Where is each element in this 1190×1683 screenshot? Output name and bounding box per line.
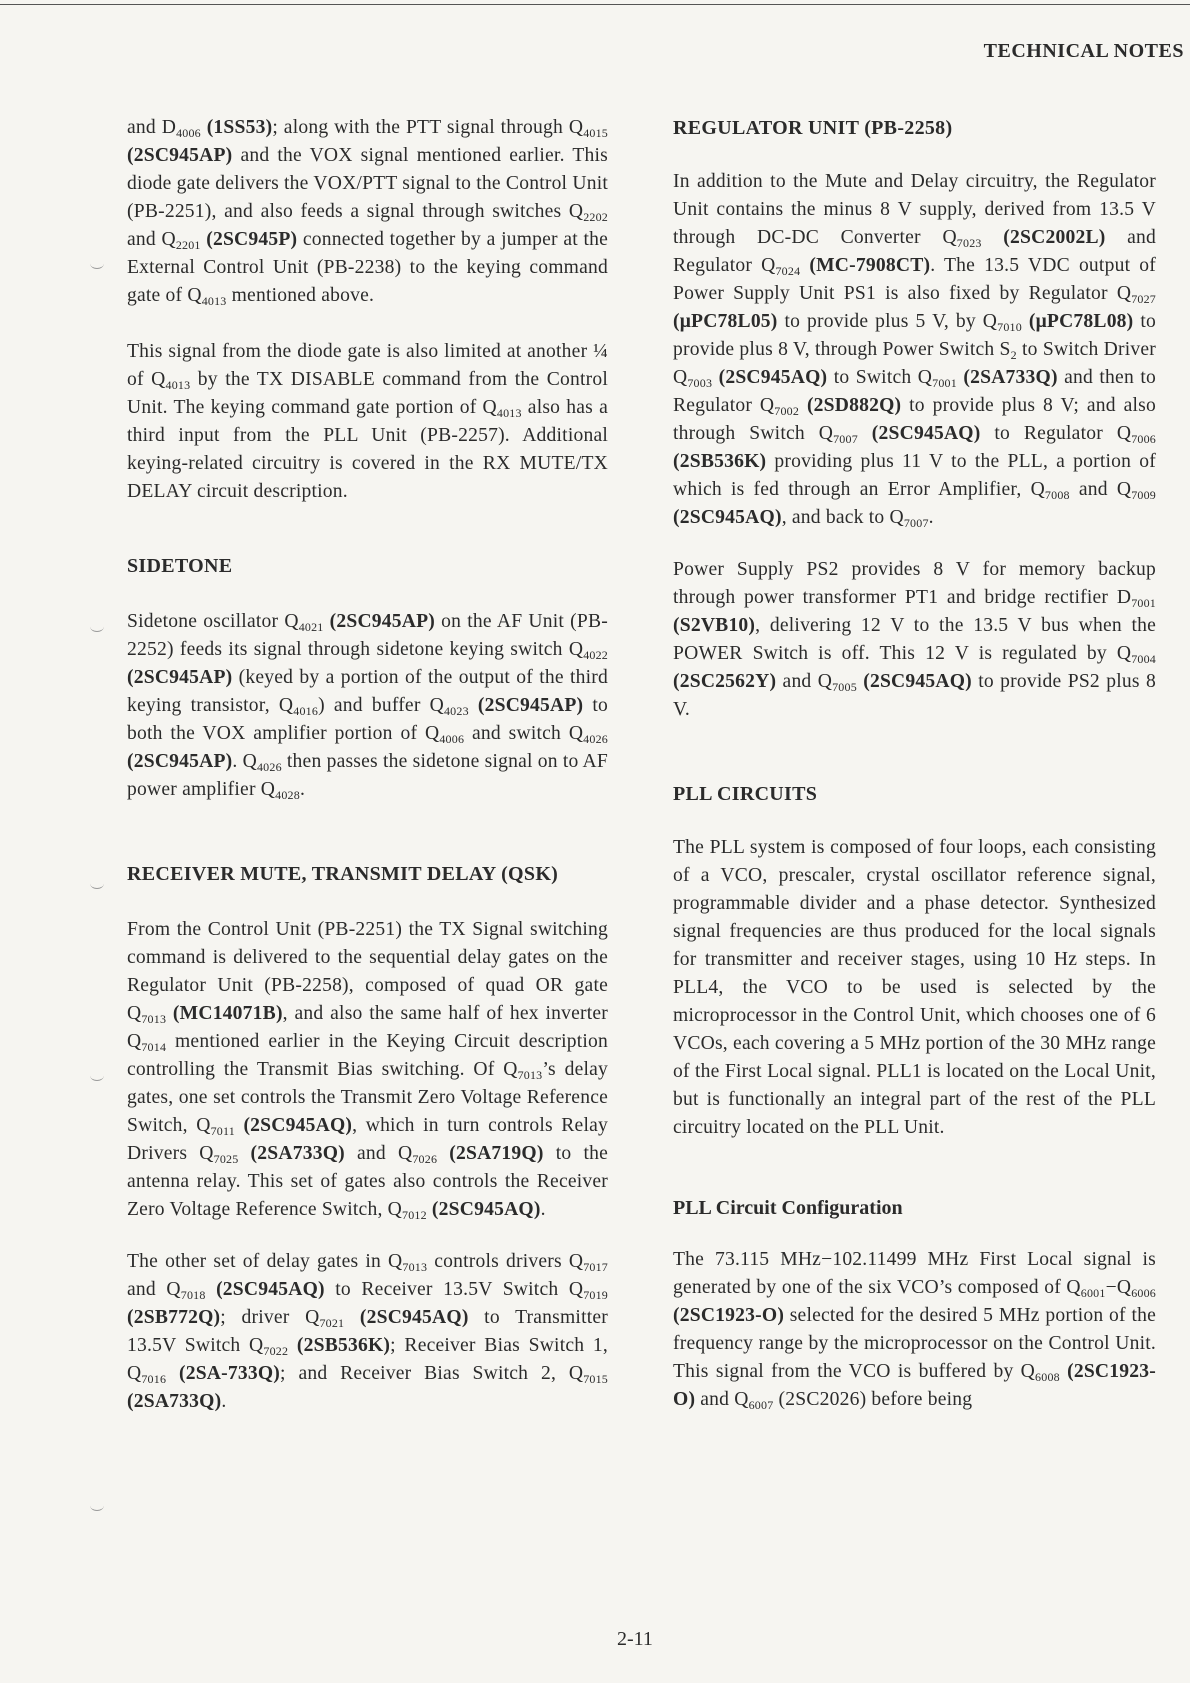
subscript: 7025 (213, 1152, 239, 1166)
paragraph: From the Control Unit (PB-2251) the TX Signal switching command is delivered to the sequential delay gates on the Regulator Unit (PB-2258), composed of quad OR gate $Q_{7013}$ (MC14071B), and also the same half of hex inverter $Q_{7014}$ mentioned earlier in the Keying Circuit description controlling the Transmit Bias switching. Of $Q_{7013}’s$ delay gates, one set controls the Transmit Zero Voltage Reference Switch, $Q_{7011}$ (2SC945AQ), which in turn controls Relay Drivers $Q_{7025}$ (2SA733Q) and $Q_{7026}$ (2SA719Q) to the antenna relay. This set of gates also controls the Receiver Zero Voltage Reference Switch, $Q_{7012}$ (2SC945AQ). (127, 919, 609, 1222)
subscript: 7022 (263, 1344, 289, 1358)
subscript: 7014 (141, 1040, 167, 1054)
subscript: 7013 (402, 1260, 428, 1274)
paragraph: and $D_{4006}$ (1SS53); along with the PTT signal through $Q_{4015}$ (2SC945AP) and the VOX signal mentioned earlier. This diode gate delivers the VOX/PTT signal to the Control Unit (PB-2251), and also feeds a signal through switches $Q_{2202}$ and $Q_{2201}$ (2SC945P) connected together by a jumper at the External Control Unit (PB-2238) to the keying command gate of $Q_{4013}$ mentioned above. (127, 117, 608, 308)
part-number: (2SD882Q) (806, 395, 902, 416)
part-number: (2SC945AP) (127, 145, 233, 166)
section-heading-pll-circuits: PLL CIRCUITS (673, 783, 818, 805)
page-number: 2-11 (617, 1628, 653, 1650)
part-number: (2SB772Q) (127, 1307, 221, 1328)
part-number: (2SC945AQ) (718, 367, 828, 388)
part-number: (2SC2562Y) (673, 671, 777, 692)
subscript: 6008 (1035, 1370, 1060, 1384)
subscript: 7013 (141, 1012, 167, 1026)
subscript: 4023 (443, 704, 469, 718)
subscript: 4026 (256, 760, 282, 774)
subscript: 7015 (583, 1372, 608, 1386)
subscript: 7011 (210, 1124, 235, 1138)
subscript: 7013 (517, 1068, 543, 1082)
part-number: (2SC1923-O) (673, 1305, 785, 1326)
part-number: (2SC945AQ) (216, 1279, 325, 1300)
left-column (127, 114, 608, 1416)
subscript: 4006 (176, 126, 201, 140)
subscript: 7003 (687, 376, 713, 390)
part-number: (2SC945AP) (127, 667, 233, 688)
part-number: (2SC945AQ) (431, 1199, 541, 1220)
subscript: 7010 (997, 320, 1022, 334)
part-number: (S2VB10) (673, 615, 756, 636)
part-number: (2SB536K) (296, 1335, 391, 1356)
subscript: 4026 (583, 732, 608, 746)
part-number: (2SC945AQ) (863, 671, 972, 692)
part-number: (1SS53) (206, 117, 273, 138)
subscript: 4021 (298, 620, 324, 634)
subscript: 7007 (833, 432, 858, 446)
subscript: 2201 (175, 238, 201, 252)
part-number: (μPC78L05) (673, 311, 778, 332)
subscript: 4016 (293, 704, 319, 718)
subscript: 7007 (903, 516, 929, 530)
subscript: 2 (1010, 348, 1017, 362)
subscript: 2202 (583, 210, 608, 224)
subsection-heading-pll-config: PLL Circuit Configuration (673, 1197, 903, 1219)
binder-hole-mark (90, 258, 104, 269)
part-number: (2SC945AP) (329, 611, 436, 632)
top-rule (0, 4, 1190, 5)
part-number: (2SC945AQ) (359, 1307, 469, 1328)
part-number: (2SC945AQ) (871, 423, 981, 444)
section-heading-receiver-mute: RECEIVER MUTE, TRANSMIT DELAY (QSK) (127, 863, 559, 885)
part-number: (MC14071B) (172, 1003, 283, 1024)
subscript: 7001 (932, 376, 957, 390)
subscript: 7005 (832, 680, 857, 694)
subscript: 7008 (1044, 488, 1070, 502)
subscript: 6006 (1131, 1286, 1156, 1300)
part-number: (2SC945P) (206, 229, 298, 250)
part-number: (2SB536K) (673, 451, 767, 472)
paragraph: The PLL system is composed of four loops, each consisting of a VCO, prescaler, crystal oscillator reference signal, programmable divider and a phase detector. Synthesized signal frequencies are thus produced for the local signals for transmitter and receiver stages, using 10 Hz steps. In PLL4, the VCO to be used is selected by the microprocessor in the Control Unit, which chooses one of 6 VCOs, each covering a 5 MHz portion of the 30 MHz range of the First Local signal. PLL1 is located on the Local Unit, but is functionally an integral part of the rest of the PLL circuitry located on the PLL Unit. (673, 837, 1156, 1138)
subscript: 7009 (1131, 488, 1156, 502)
subscript: 7023 (956, 236, 982, 250)
paragraph: Sidetone oscillator $Q_{4021}$ (2SC945AP) on the AF Unit (PB-2252) feeds its signal through sidetone keying switch $Q_{4022}$ (2SC945AP) (keyed by a portion of the output of the third keying transistor, $Q_{4016}$) and buffer $Q_{4023}$ (2SC945AP) to both the VOX amplifier portion of $Q_{4006}$ and switch $Q_{4026}$ (2SC945AP). $Q_{4026}$ then passes the sidetone signal on to AF power amplifier $Q_{4028}$. (127, 611, 609, 802)
subscript: 7019 (583, 1288, 609, 1302)
part-number: (MC-7908CT) (809, 255, 931, 276)
part-number: (2SC2002L) (1003, 227, 1106, 248)
part-number: (2SC1923-O) (673, 1361, 1156, 1410)
subscript: 4006 (439, 732, 465, 746)
subscript: 7002 (774, 404, 800, 418)
binder-hole-mark (90, 878, 104, 889)
paragraph: The other set of delay gates in $Q_{7013}$ controls drivers $Q_{7017}$ and $Q_{7018}$ (2SC945AQ) to Receiver 13.5V Switch $Q_{7019}$ (2SB772Q); driver $Q_{7021}$ (2SC945AQ) to Transmitter 13.5V Switch $Q_{7022}$ (2SB536K); Receiver Bias Switch 1, $Q_{7016}$ (2SA-733Q); and Receiver Bias Switch 2, $Q_{7015}$ (2SA733Q). (127, 1251, 609, 1412)
subscript: 4013 (496, 406, 522, 420)
binder-hole-mark (90, 1500, 104, 1511)
binder-hole-mark (90, 1070, 104, 1081)
paragraph: The 73.115 MHz−102.11499 MHz First Local signal is generated by one of the six VCO’s composed of $Q_{6001}-Q_{6006}$ (2SC1923-O) selected for the desired 5 MHz portion of the frequency range by the microprocessor on the Control Unit. This signal from the VCO is buffered by $Q_{6008}$ (2SC1923-O) and $Q_{6007}$ (2SC2026) before being (673, 1249, 1156, 1412)
subscript: 7016 (141, 1372, 167, 1386)
running-header: TECHNICAL NOTES (983, 40, 1184, 62)
subscript: 7026 (412, 1152, 438, 1166)
part-number: (μPC78L08) (1028, 311, 1134, 332)
part-number: (2SA719Q) (449, 1143, 544, 1164)
right-column (673, 114, 1156, 1414)
part-number: (2SC945AP) (477, 695, 584, 716)
part-number: (2SA733Q) (127, 1391, 222, 1412)
subscript: 7006 (1131, 432, 1156, 446)
subscript: 7004 (1131, 652, 1156, 666)
subscript: 4022 (583, 648, 608, 662)
paragraph: Power Supply PS2 provides 8 V for memory backup through power transformer PT1 and bridge rectifier $D_{7001}$ (S2VB10), delivering 12 V to the 13.5 V bus when the POWER Switch is off. This 12 V is regulated by $Q_{7004}$ (2SC2562Y) and $Q_{7005}$ (2SC945AQ) to provide PS2 plus 8 V. (673, 559, 1156, 720)
subscript: 6007 (748, 1398, 774, 1412)
subscript: 4015 (583, 126, 608, 140)
subscript: 7027 (1131, 292, 1156, 306)
paragraph: This signal from the diode gate is also limited at another ¼ of $Q_{4013}$ by the TX DISABLE command from the Control Unit. The keying command gate portion of $Q_{4013}$ also has a third input from the PLL Unit (PB-2257). Additional keying-related circuitry is covered in the RX MUTE/TX DELAY circuit description. (127, 341, 608, 502)
section-heading-sidetone: SIDETONE (127, 555, 233, 577)
binder-hole-mark (90, 621, 104, 632)
part-number: (2SA-733Q) (178, 1363, 281, 1384)
subscript: 7017 (583, 1260, 609, 1274)
part-number: (2SA733Q) (963, 367, 1058, 388)
part-number: (2SC945AQ) (243, 1115, 353, 1136)
part-number: (2SA733Q) (250, 1143, 345, 1164)
paragraph: In addition to the Mute and Delay circuitry, the Regulator Unit contains the minus 8 V supply, derived from 13.5 V through DC-DC Converter $Q_{7023}$ (2SC2002L) and Regulator $Q_{7024}$ (MC-7908CT). The 13.5 VDC output of Power Supply Unit PS1 is also fixed by Regulator $Q_{7027}$ (μPC78L05) to provide plus 5 V, by $Q_{7010}$ (μPC78L08) to provide plus 8 V, through Power Switch $S_2$ to Switch Driver $Q_{7003}$ (2SC945AQ) to Switch $Q_{7001}$ (2SA733Q) and then to Regulator $Q_{7002}$ (2SD882Q) to provide plus 8 V; and also through Switch $Q_{7007}$ (2SC945AQ) to Regulator $Q_{7006}$ (2SB536K) providing plus 11 V to the PLL, a portion of which is fed through an Error Amplifier, $Q_{7008}$ and $Q_{7009}$ (2SC945AQ), and back to $Q_{7007}$. (673, 171, 1156, 530)
subscript: 4028 (275, 788, 300, 802)
subscript: 7001 (1131, 596, 1156, 610)
subscript: 7021 (319, 1316, 345, 1330)
section-heading-regulator: REGULATOR UNIT (PB-2258) (673, 117, 953, 139)
subscript: 7024 (775, 264, 801, 278)
part-number: (2SC945AP) (127, 751, 233, 772)
subscript: 6001 (1080, 1286, 1106, 1300)
subscript: 4013 (165, 378, 191, 392)
subscript: 4013 (201, 294, 227, 308)
part-number: (2SC945AQ) (673, 507, 782, 528)
subscript: 7018 (180, 1288, 206, 1302)
subscript: 7012 (402, 1208, 427, 1222)
